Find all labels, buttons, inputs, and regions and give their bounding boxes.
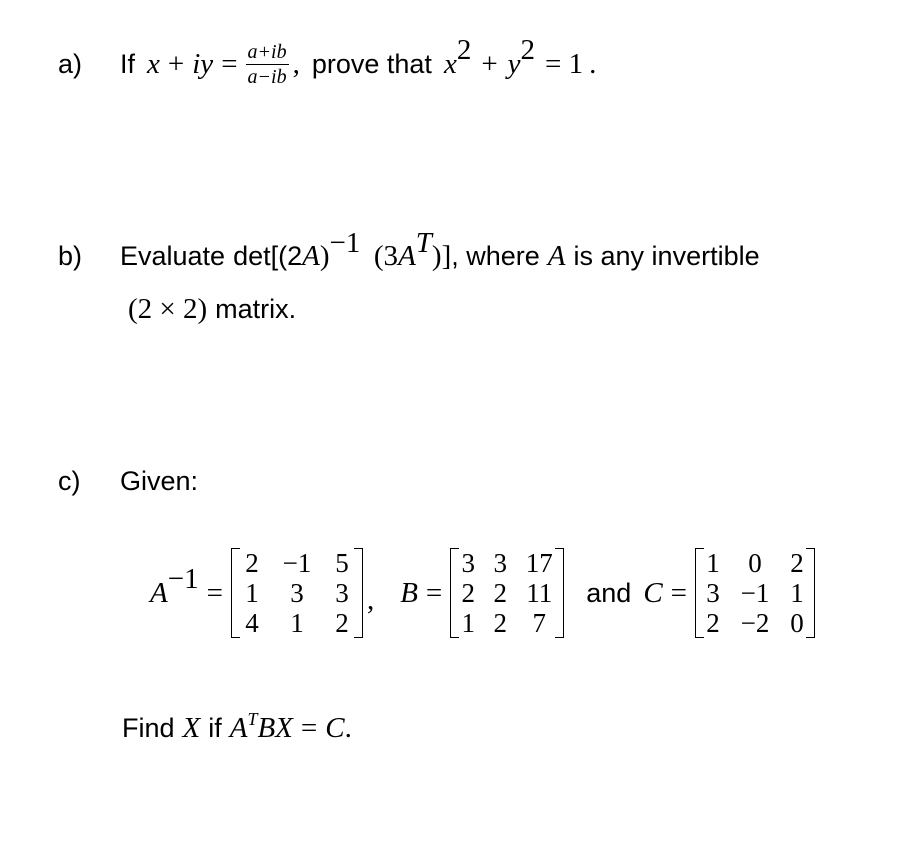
equals-A: = [206, 576, 223, 609]
var-iy: iy [192, 48, 214, 80]
where-text: , where [451, 241, 540, 271]
matrix-C-cell: 1 [706, 548, 720, 578]
matrix-A-inverse-cell: 1 [245, 578, 259, 608]
part-a-label: a) [58, 49, 83, 79]
part-c [58, 466, 198, 497]
matrix-C-cell: 0 [748, 548, 762, 578]
matrix-B-cell: 3 [493, 548, 508, 578]
matrix-word: matrix. [215, 294, 297, 324]
var-X: X [182, 712, 201, 744]
matrix-A-inverse-name: $A^{-1}$ [150, 562, 199, 609]
equals-B: = [425, 576, 443, 609]
matrix-A-inverse-cell: −1 [282, 548, 312, 578]
matrix-A-inverse-cell: 1 [290, 608, 304, 638]
prove-text: prove that [311, 49, 432, 79]
matrix-A-inverse-cell: 4 [245, 608, 259, 638]
matrix-B-cell: 11 [526, 578, 553, 608]
BX: BX [257, 712, 293, 744]
equals-sign: = [221, 48, 238, 80]
matrix-B-name: B [400, 576, 418, 609]
matrix-C-cell: 1 [790, 578, 804, 608]
matrix-A-inverse [231, 548, 363, 638]
matrix-C-cell: −1 [740, 578, 770, 608]
matrix-C-name: C [643, 576, 663, 609]
matrix-C-cell: 2 [790, 548, 804, 578]
matrix-B-cell: 1 [461, 608, 476, 638]
var-x-squared: $x^2$ [443, 34, 472, 80]
var-C: C [325, 712, 345, 744]
matrix-B [450, 548, 564, 638]
matrix-B-cell: 2 [461, 578, 476, 608]
matrix-C-cell: 3 [706, 578, 720, 608]
evaluate-word: Evaluate [120, 241, 226, 271]
period-c: . [344, 712, 352, 744]
matrix-B-cell: 7 [532, 608, 547, 638]
equals-final: = [300, 712, 318, 744]
matrix-A-inverse-cell: 3 [335, 578, 349, 608]
find-line [122, 708, 352, 745]
invertible-text: is any invertible [573, 241, 760, 271]
and-word: and [586, 577, 632, 608]
matrix-size: (2 × 2) [128, 293, 208, 325]
var-x: x [147, 48, 160, 80]
A-transpose: $A^T$ [229, 708, 258, 744]
matrix-C-cell: 2 [706, 608, 720, 638]
part-b-label: b) [58, 241, 83, 271]
matrix-B-cell: 17 [525, 548, 553, 578]
matrix-C [695, 548, 815, 638]
period: . [589, 48, 597, 80]
part-c-label: c) [58, 466, 81, 496]
find-word: Find [122, 713, 175, 743]
matrix-A-inverse-cell: 2 [245, 548, 259, 578]
comma: , [292, 48, 300, 80]
comma-1: , [366, 583, 375, 616]
det-expression: $\det[(2A)^{-1}$ $(3A^T)$] [233, 227, 452, 272]
matrices-row [150, 548, 815, 638]
part-a [58, 34, 597, 89]
matrix-C-cell: 0 [790, 608, 804, 638]
rhs-one: = 1 [545, 48, 584, 80]
matrix-A-inverse-cell: 2 [335, 608, 349, 638]
fraction [246, 40, 289, 89]
plus-sign: + [167, 48, 185, 80]
plus-sign-2: + [481, 48, 498, 80]
fraction-denominator: a−ib [247, 66, 287, 88]
matrix-B-cell: 2 [493, 608, 508, 638]
given-text: Given: [120, 466, 199, 496]
if-word: If [120, 49, 136, 79]
matrix-C-cell: −2 [740, 608, 770, 638]
matrix-B-cell: 3 [461, 548, 476, 578]
matrix-B-cell: 2 [493, 578, 508, 608]
var-y-squared: $y^2$ [507, 34, 536, 80]
part-b [58, 227, 760, 326]
fraction-numerator: a+ib [247, 41, 287, 63]
matrix-A-inverse-cell: 5 [335, 548, 349, 578]
matrix-A-inverse-cell: 3 [290, 578, 304, 608]
if-word-c: if [208, 713, 222, 743]
equals-C: = [670, 576, 688, 609]
var-A: A [547, 240, 566, 272]
